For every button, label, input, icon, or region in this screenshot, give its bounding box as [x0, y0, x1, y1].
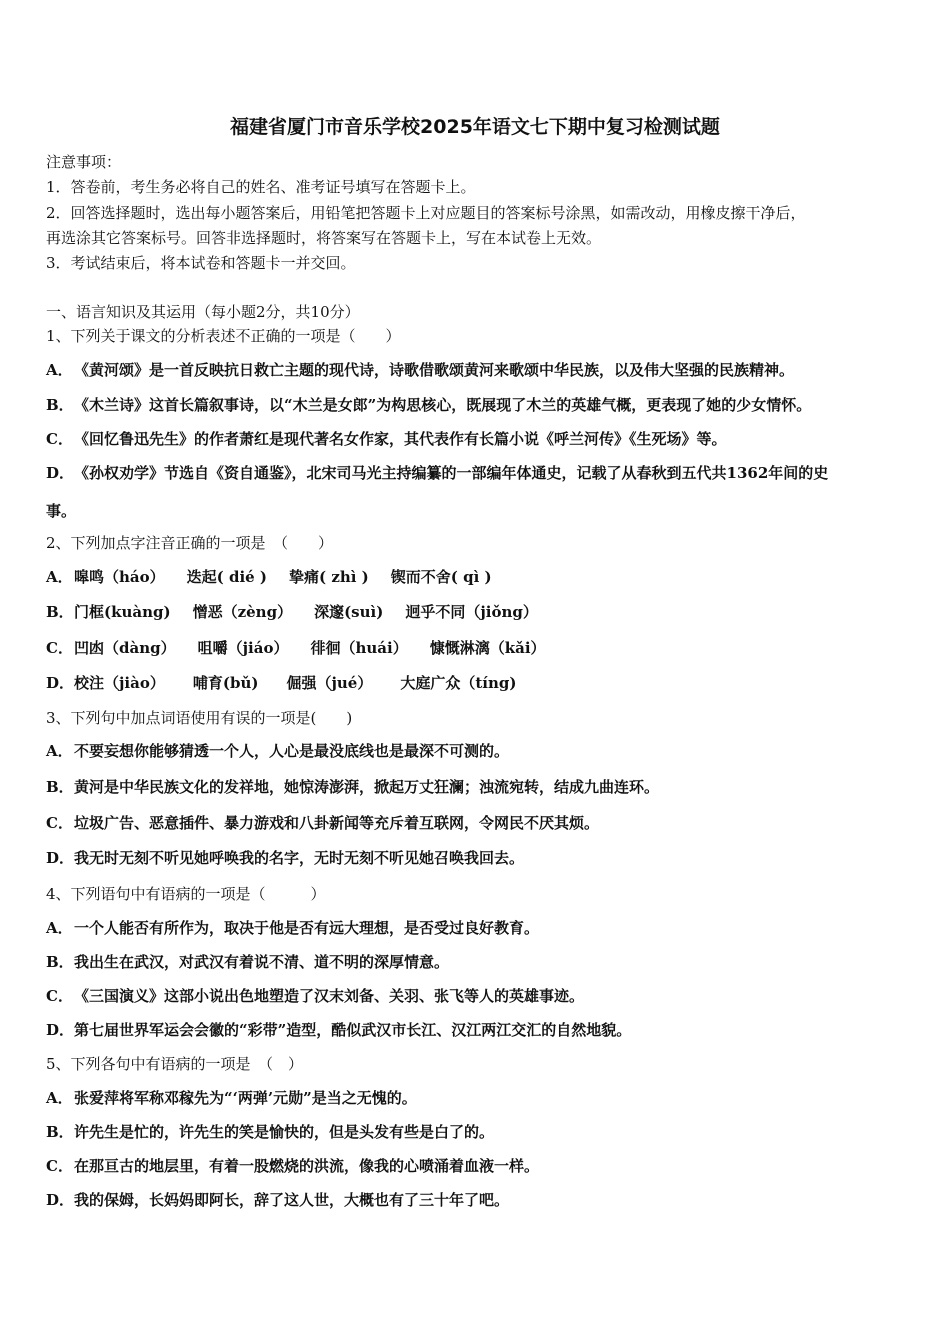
question-3-option-d: D．我无时无刻不听见她呼唤我的名字，无时无刻不听见她召唤我回去。 [46, 849, 525, 867]
pinyin-pair: 嗥鸣（háo） [74, 568, 165, 586]
question-4-stem: 4、下列语句中有语病的一项是（ ） [46, 885, 326, 903]
question-1-option-d-continuation: 事。 [46, 502, 77, 520]
pinyin-pair: 校注（jiào） [74, 674, 165, 692]
pinyin-pair: 咀嚼（jiáo） [197, 639, 289, 657]
question-2-option-d: D．校注（jiào） 哺育(bǔ) 倔强（jué） 大庭广众（tíng) [46, 674, 517, 692]
question-1-option-b: B．《木兰诗》这首长篇叙事诗，以“木兰是女郎”为构思核心，既展现了木兰的英雄气概，更表现了她的少女情怀。 [46, 396, 812, 414]
pinyin-pair: 锲而不舍( qì ) [390, 568, 492, 586]
pinyin-pair: 慷慨淋漓（kǎi） [429, 639, 546, 657]
question-1-stem: 1、下列关于课文的分析表述不正确的一项是（ ） [46, 327, 401, 345]
notice-heading: 注意事项： [46, 153, 122, 171]
question-2-option-b: B．门框(kuàng) 憎恶（zèng） 深邃(suì) 迥乎不同（jiǒng） [46, 603, 538, 621]
notice-item: 2．回答选择题时，选出每小题答案后，用铅笔把答题卡上对应题目的答案标号涂黑，如需改动，用橡皮擦干净后， [46, 204, 806, 222]
notice-item: 3．考试结束后，将本试卷和答题卡一并交回。 [46, 254, 356, 272]
pinyin-pair: 徘徊（huái） [310, 639, 408, 657]
notice-item: 1．答卷前，考生务必将自己的姓名、准考证号填写在答题卡上。 [46, 178, 476, 196]
pinyin-pair: 挚痛( zhì ) [289, 568, 369, 586]
pinyin-pair: 倔强（jué） [286, 674, 373, 692]
pinyin-pair: 迥乎不同（jiǒng） [405, 603, 538, 621]
page-title: 福建省厦门市音乐学校2025年语文七下期中复习检测试题 [230, 116, 720, 138]
question-4-option-a: A．一个人能否有所作为，取决于他是否有远大理想，是否受过良好教育。 [46, 919, 540, 937]
pinyin-pair: 迭起( dié ) [186, 568, 268, 586]
pinyin-pair: 凹凼（dàng） [74, 639, 176, 657]
question-2-stem: 2、下列加点字注音正确的一项是 （ ） [46, 534, 334, 552]
question-2-option-a: A．嗥鸣（háo） 迭起( dié ) 挚痛( zhì ) 锲而不舍( qì ) [46, 568, 492, 586]
pinyin-pair: 门框(kuàng) [74, 603, 171, 621]
question-4-option-c: C．《三国演义》这部小说出色地塑造了汉末刘备、关羽、张飞等人的英雄事迹。 [46, 987, 585, 1005]
notice-item: 再选涂其它答案标号。回答非选择题时，将答案写在答题卡上，写在本试卷上无效。 [46, 229, 602, 247]
question-5-option-c: C．在那亘古的地层里，有着一股燃烧的洪流，像我的心喷涌着血液一样。 [46, 1157, 540, 1175]
question-5-option-d: D．我的保姆，长妈妈即阿长，辞了这人世，大概也有了三十年了吧。 [46, 1191, 510, 1209]
question-5-option-b: B．许先生是忙的，许先生的笑是愉快的，但是头发有些是白了的。 [46, 1123, 495, 1141]
pinyin-pair: 哺育(bǔ) [192, 674, 259, 692]
pinyin-pair: 憎恶（zèng） [192, 603, 293, 621]
question-3-option-a: A．不要妄想你能够猜透一个人，人心是最没底线也是最深不可测的。 [46, 742, 510, 760]
question-3-option-c: C．垃圾广告、恶意插件、暴力游戏和八卦新闻等充斥着互联网，令网民不厌其烦。 [46, 814, 600, 832]
question-1-option-c: C．《回忆鲁迅先生》的作者萧红是现代著名女作家，其代表作有长篇小说《呼兰河传》《生死场》等。 [46, 430, 727, 448]
section-heading: 一、语言知识及其运用（每小题2分，共10分） [46, 303, 360, 321]
pinyin-pair: 大庭广众（tíng) [400, 674, 517, 692]
question-1-option-a: A．《黄河颂》是一首反映抗日救亡主题的现代诗，诗歌借歌颂黄河来歌颂中华民族，以及伟大坚强的民族精神。 [46, 361, 795, 379]
question-3-option-b: B．黄河是中华民族文化的发祥地，她惊涛澎湃，掀起万丈狂澜；浊流宛转，结成九曲连环。 [46, 778, 660, 796]
question-1-option-d: D．《孙权劝学》节选自《资自通鉴》，北宋司马光主持编纂的一部编年体通史，记载了从春秋到五代共1362年间的史 [46, 464, 829, 482]
question-5-stem: 5、下列各句中有语病的一项是 （ ） [46, 1055, 304, 1073]
pinyin-pair: 深邃(suì) [314, 603, 384, 621]
question-4-option-b: B．我出生在武汉，对武汉有着说不清、道不明的深厚情意。 [46, 953, 450, 971]
question-3-stem: 3、下列句中加点词语使用有误的一项是( ) [46, 709, 353, 727]
question-2-option-c: C．凹凼（dàng） 咀嚼（jiáo） 徘徊（huái） 慷慨淋漓（kǎi） [46, 639, 546, 657]
question-4-option-d: D．第七届世界军运会会徽的“彩带”造型，酷似武汉市长江、汉江两江交汇的自然地貌。 [46, 1021, 632, 1039]
question-5-option-a: A．张爱萍将军称邓稼先为“‘两弹’元勋”是当之无愧的。 [46, 1089, 417, 1107]
